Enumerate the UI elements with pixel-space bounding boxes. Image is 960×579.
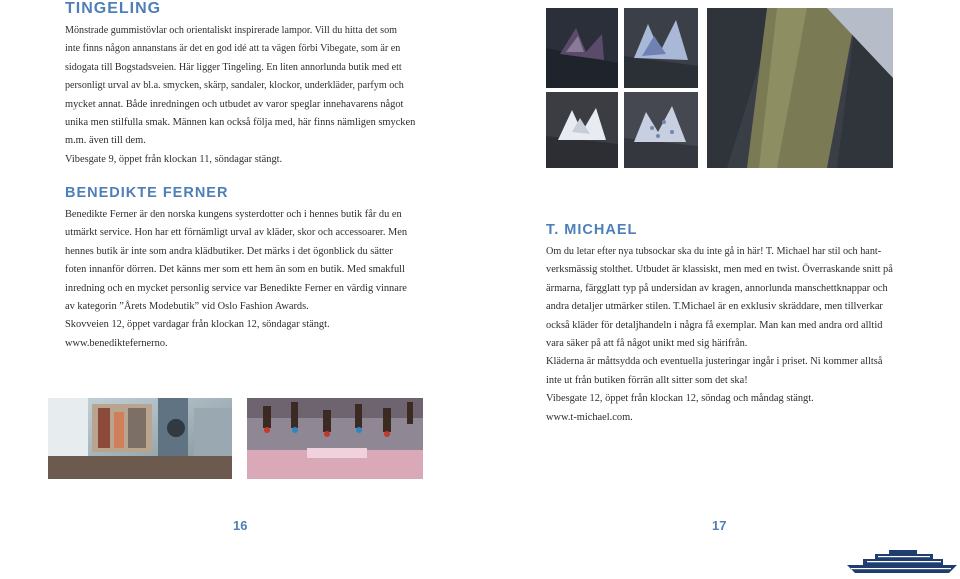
pocket-square-white-photo bbox=[546, 92, 618, 168]
tingeling-text bbox=[65, 22, 425, 169]
benedikte-ferner-heading: BENEDIKTE FERNER bbox=[65, 185, 229, 201]
text-line: m.m. även till dem. bbox=[65, 135, 146, 147]
text-line: www.benediktefernerno. bbox=[65, 337, 168, 349]
tingeling-lamps-photo bbox=[247, 398, 423, 479]
text-line: ärmarna, färgglatt typ på undersidan av kragen, annorlunda manschettknappar och bbox=[546, 282, 888, 294]
pocket-square-patterned-photo bbox=[624, 92, 698, 168]
tingeling-shop-interior-photo bbox=[48, 398, 232, 479]
text-line: personligt urval av bl.a. smycken, skärp, sandaler, klockor, underkläder, parfym och bbox=[65, 80, 404, 92]
pocket-square-blue-photo bbox=[624, 8, 698, 88]
text-line: Benedikte Ferner är den norska kungens systerdotter och i hennes butik får du en bbox=[65, 209, 402, 220]
text-line: också kläder för detaljhandeln i några få exemplar. Man kan med andra ord alltid bbox=[546, 319, 883, 331]
text-line: Kläderna är måttsydda och eventuella justeringar ingår i priset. Ni kommer alltså bbox=[546, 356, 883, 368]
text-line: Skovveien 12, öppet vardagar från klockan 12, söndagar stängt. bbox=[65, 319, 330, 331]
ship-logo-icon bbox=[845, 547, 960, 574]
t-michael-text bbox=[546, 243, 898, 427]
text-line: verksmässig stolthet. Utbudet är klassiskt, men med en twist. Överraskande snitt på bbox=[546, 264, 893, 276]
text-line: Om du letar efter nya tubsockar ska du inte gå in här! T. Michael har stil och hant- bbox=[546, 246, 882, 257]
benedikte-ferner-text bbox=[65, 206, 425, 353]
page-number-right: 17 bbox=[712, 518, 727, 533]
text-line: www.t-michael.com. bbox=[546, 411, 633, 423]
page-number-left: 16 bbox=[233, 518, 248, 533]
text-line: sidogata till Bogstadsveien. Här ligger Tingeling. En liten annorlunda butik med ett bbox=[65, 61, 402, 73]
text-line: utmärkt service. Hon har ett förnämligt urval av kläder, skor och accessoarer. Men bbox=[65, 227, 408, 239]
text-line: inredning och en mycket personlig service var Benedikte Ferner en värdig vinnare bbox=[65, 282, 407, 294]
text-line: mycket annat. Både inredningen och utbudet av varor speglar innehavarens något bbox=[65, 98, 404, 110]
tingeling-heading: TINGELING bbox=[65, 0, 162, 17]
text-line: Vibesgate 9, öppet från klockan 11, söndagar stängt. bbox=[65, 153, 283, 165]
text-line: foten innanför dörren. Det känns mer som ett hem än som en butik. Med smakfull bbox=[65, 264, 405, 276]
text-line: unika men stilfulla smak. Männen kan också följa med, här finns nämligen smycken bbox=[65, 117, 416, 129]
pocket-square-navy-photo bbox=[546, 8, 618, 88]
text-line: hennes butik är inte som andra klädbutiker. Det märks i det ögonblick du sätter bbox=[65, 245, 393, 257]
text-line: inte finns någon annanstans är det en god idé att ta vägen förbi Vibegate, som är en bbox=[65, 43, 401, 55]
text-line: vara säker på att få något unikt med sig härifrån. bbox=[546, 338, 748, 350]
text-line: Vibesgate 12, öppet från klockan 12, söndag och måndag stängt. bbox=[546, 393, 814, 405]
text-line: andra detaljer utmärker stilen. T.Michael är en exklusiv skräddare, men tillverkar bbox=[546, 301, 883, 313]
t-michael-heading: T. MICHAEL bbox=[546, 222, 638, 238]
text-line: Mönstrade gummistövlar och orientaliskt inspirerade lampor. Vill du hitta det som bbox=[65, 25, 397, 36]
tie-collar-closeup-photo bbox=[707, 8, 893, 168]
text-line: inte ut från butiken förrän allt sitter som det ska! bbox=[546, 374, 748, 386]
text-line: av kategorin ”Årets Modebutik” vid Oslo Fashion Awards. bbox=[65, 301, 309, 313]
